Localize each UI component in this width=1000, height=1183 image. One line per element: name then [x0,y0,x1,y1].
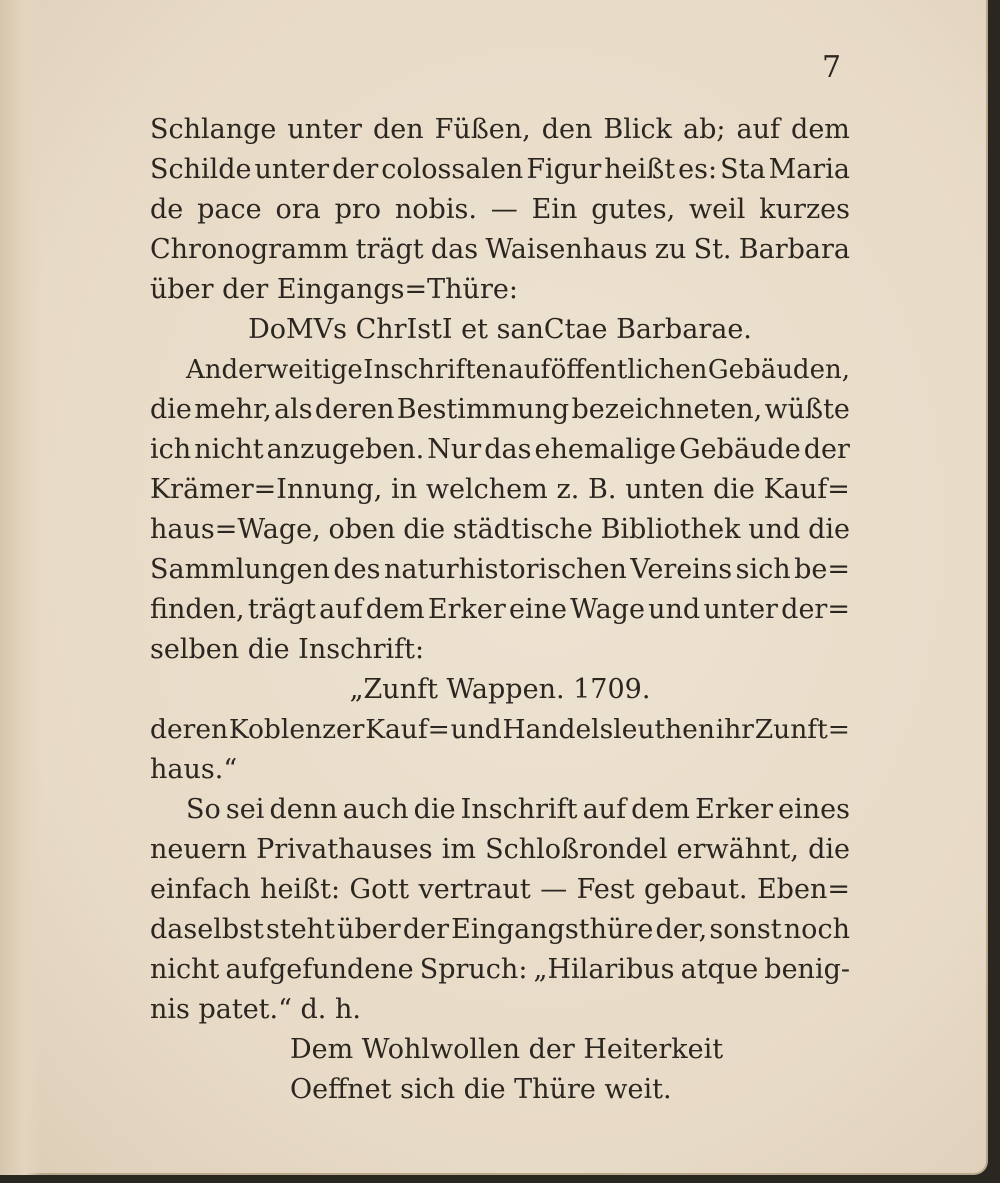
word: deren [150,714,229,745]
word: sonst [709,914,782,945]
word: auf [508,355,551,385]
word: colossalen [381,154,524,185]
text-line [150,550,850,590]
word: Sta [720,154,766,185]
word: der, [655,914,708,945]
word: be= [794,554,850,585]
word: ehemalige [534,434,677,465]
word: heißt [604,154,676,185]
text-line [150,470,850,510]
text-line [150,230,850,270]
word: öffentlichen [550,355,708,385]
word: im [441,834,477,865]
word: sei [225,794,265,825]
word: z. [556,474,580,505]
word: daselbst [150,914,264,945]
word: ihr [715,714,754,745]
word: das [484,434,532,465]
word: So [186,794,221,825]
word: auf [582,794,627,825]
word: finden, [150,594,245,625]
word: — [540,874,568,905]
word: Kauf= [365,714,450,745]
word: die [808,514,850,545]
word: einfach [150,874,251,905]
word: weil [689,194,746,225]
text-line [150,710,850,750]
page-number: 7 [822,50,842,85]
word: haus=Wage, [150,514,321,545]
word: steht [266,914,335,945]
word: der= [781,594,850,625]
word: auch [342,794,409,825]
word: Waisenhaus [485,234,648,265]
word: — [490,194,518,225]
text-line [150,510,850,550]
word: neuern [150,834,248,865]
word: Sammlungen [150,554,330,585]
word: über [337,914,401,945]
word: die [403,514,446,545]
text-line [150,910,850,950]
word: und [748,514,801,545]
word: Kauf= [763,474,850,505]
word: städtische [452,514,593,545]
text-line: haus.“ [150,754,238,785]
text-line [150,590,850,630]
word: dem [631,794,691,825]
word: die [413,794,456,825]
word: Bestimmung [396,394,570,425]
text-line: über der Eingangs=Thüre: [150,274,518,305]
word: unter [254,154,330,185]
word: der [402,914,449,945]
word: Gott [349,874,410,905]
word: Privathauses [256,834,433,865]
word: eines [778,794,850,825]
body-text [150,110,850,1110]
word: Inschrift [460,794,578,825]
word: unter [287,114,362,145]
word: Spruch: [419,954,528,985]
word: gebaut. [644,874,748,905]
word: Inschriften [363,355,508,385]
word: nobis. [394,194,477,225]
word: den [372,114,424,145]
text-line: selben die Inschrift: [150,634,425,665]
word: unten [625,474,705,505]
word: die [808,834,850,865]
word: St. [693,234,732,265]
word: bezeichneten, [571,394,763,425]
word: nicht [150,954,220,985]
word: benig- [764,954,850,985]
word: eine [508,594,567,625]
word: sich [735,554,791,585]
verse-line: Oeffnet sich die Thüre weit. [290,1074,672,1105]
word: Maria [768,154,850,185]
word: Ein [531,194,578,225]
word: die [712,474,755,505]
word: Erker [427,594,506,625]
word: Wage [570,594,645,625]
word: Barbara [738,234,850,265]
word: pro [334,194,382,225]
text-line [150,870,850,910]
word: deren [314,394,395,425]
word: Zunft= [754,714,850,745]
word: erwähnt, [676,834,799,865]
text-line: nis patet.“ d. h. [150,994,361,1025]
word: Gebäude [679,434,801,465]
word: mehr, [194,394,272,425]
word: vertraut [418,874,531,905]
word: ab; [683,114,726,145]
word: Vereins [630,554,733,585]
word: Füßen, [434,114,531,145]
word: denn [269,794,338,825]
word: der [803,434,850,465]
word: aufgefundene [225,954,414,985]
word: in [391,474,418,505]
word: Eingangsthüre [451,914,654,945]
word: Handelsleuthen [502,714,715,745]
word: welchem [425,474,548,505]
word: auf [736,114,781,145]
word: ich [150,434,192,465]
word: Nur [427,434,482,465]
text-line [150,430,850,470]
inscription-line: „Zunft Wappen. 1709. [349,674,651,705]
word: dem [365,594,425,625]
word: Figur [526,154,602,185]
word: Gebäuden, [707,355,850,385]
word: die [150,394,192,425]
word: de [150,194,184,225]
text-line [150,830,850,870]
word: Schilde [150,154,252,185]
word: gutes, [591,194,676,225]
text-line [150,190,850,230]
verse-line: Dem Wohlwollen der Heiterkeit [290,1034,724,1065]
word: atque [680,954,759,985]
word: und [450,714,502,745]
word: nicht [194,434,264,465]
word: Eben= [756,874,850,905]
text-line [150,390,850,430]
word: Anderweitige [186,355,363,385]
word: zu [654,234,687,265]
word: Bibliothek [600,514,741,545]
word: ora [275,194,321,225]
word: anzugeben. [266,434,425,465]
text-line [150,150,850,190]
word: und [648,594,701,625]
word: Chronogramm [150,234,349,265]
word: es: [678,154,718,185]
word: trägt [355,234,424,265]
word: Blick [603,114,673,145]
word: oben [328,514,396,545]
text-line [150,950,850,990]
word: unter [703,594,778,625]
word: heißt: [260,874,341,905]
word: wüßte [764,394,850,425]
word: trägt [247,594,316,625]
word: noch [783,914,850,945]
page-gutter [0,0,42,1175]
word: pace [197,194,262,225]
word: des [333,554,381,585]
word: Krämer=Innung, [150,474,383,505]
word: den [541,114,593,145]
word: „Hilaribus [533,954,675,985]
word: als [274,394,313,425]
word: auf [319,594,363,625]
text-line [150,350,850,390]
word: Erker [695,794,773,825]
word: Fest [576,874,635,905]
text-line [150,110,850,150]
word: kurzes [759,194,850,225]
word: das [430,234,479,265]
word: dem [791,114,850,145]
word: Schloßrondel [485,834,668,865]
word: Koblenzer [228,714,365,745]
word: naturhistorischen [383,554,627,585]
text-line [150,790,850,830]
word: der [332,154,379,185]
chronogram-line: DoMVs ChrIstI et sanCtae Barbarae. [248,314,752,345]
word: B. [588,474,617,505]
word: Schlange [150,114,277,145]
